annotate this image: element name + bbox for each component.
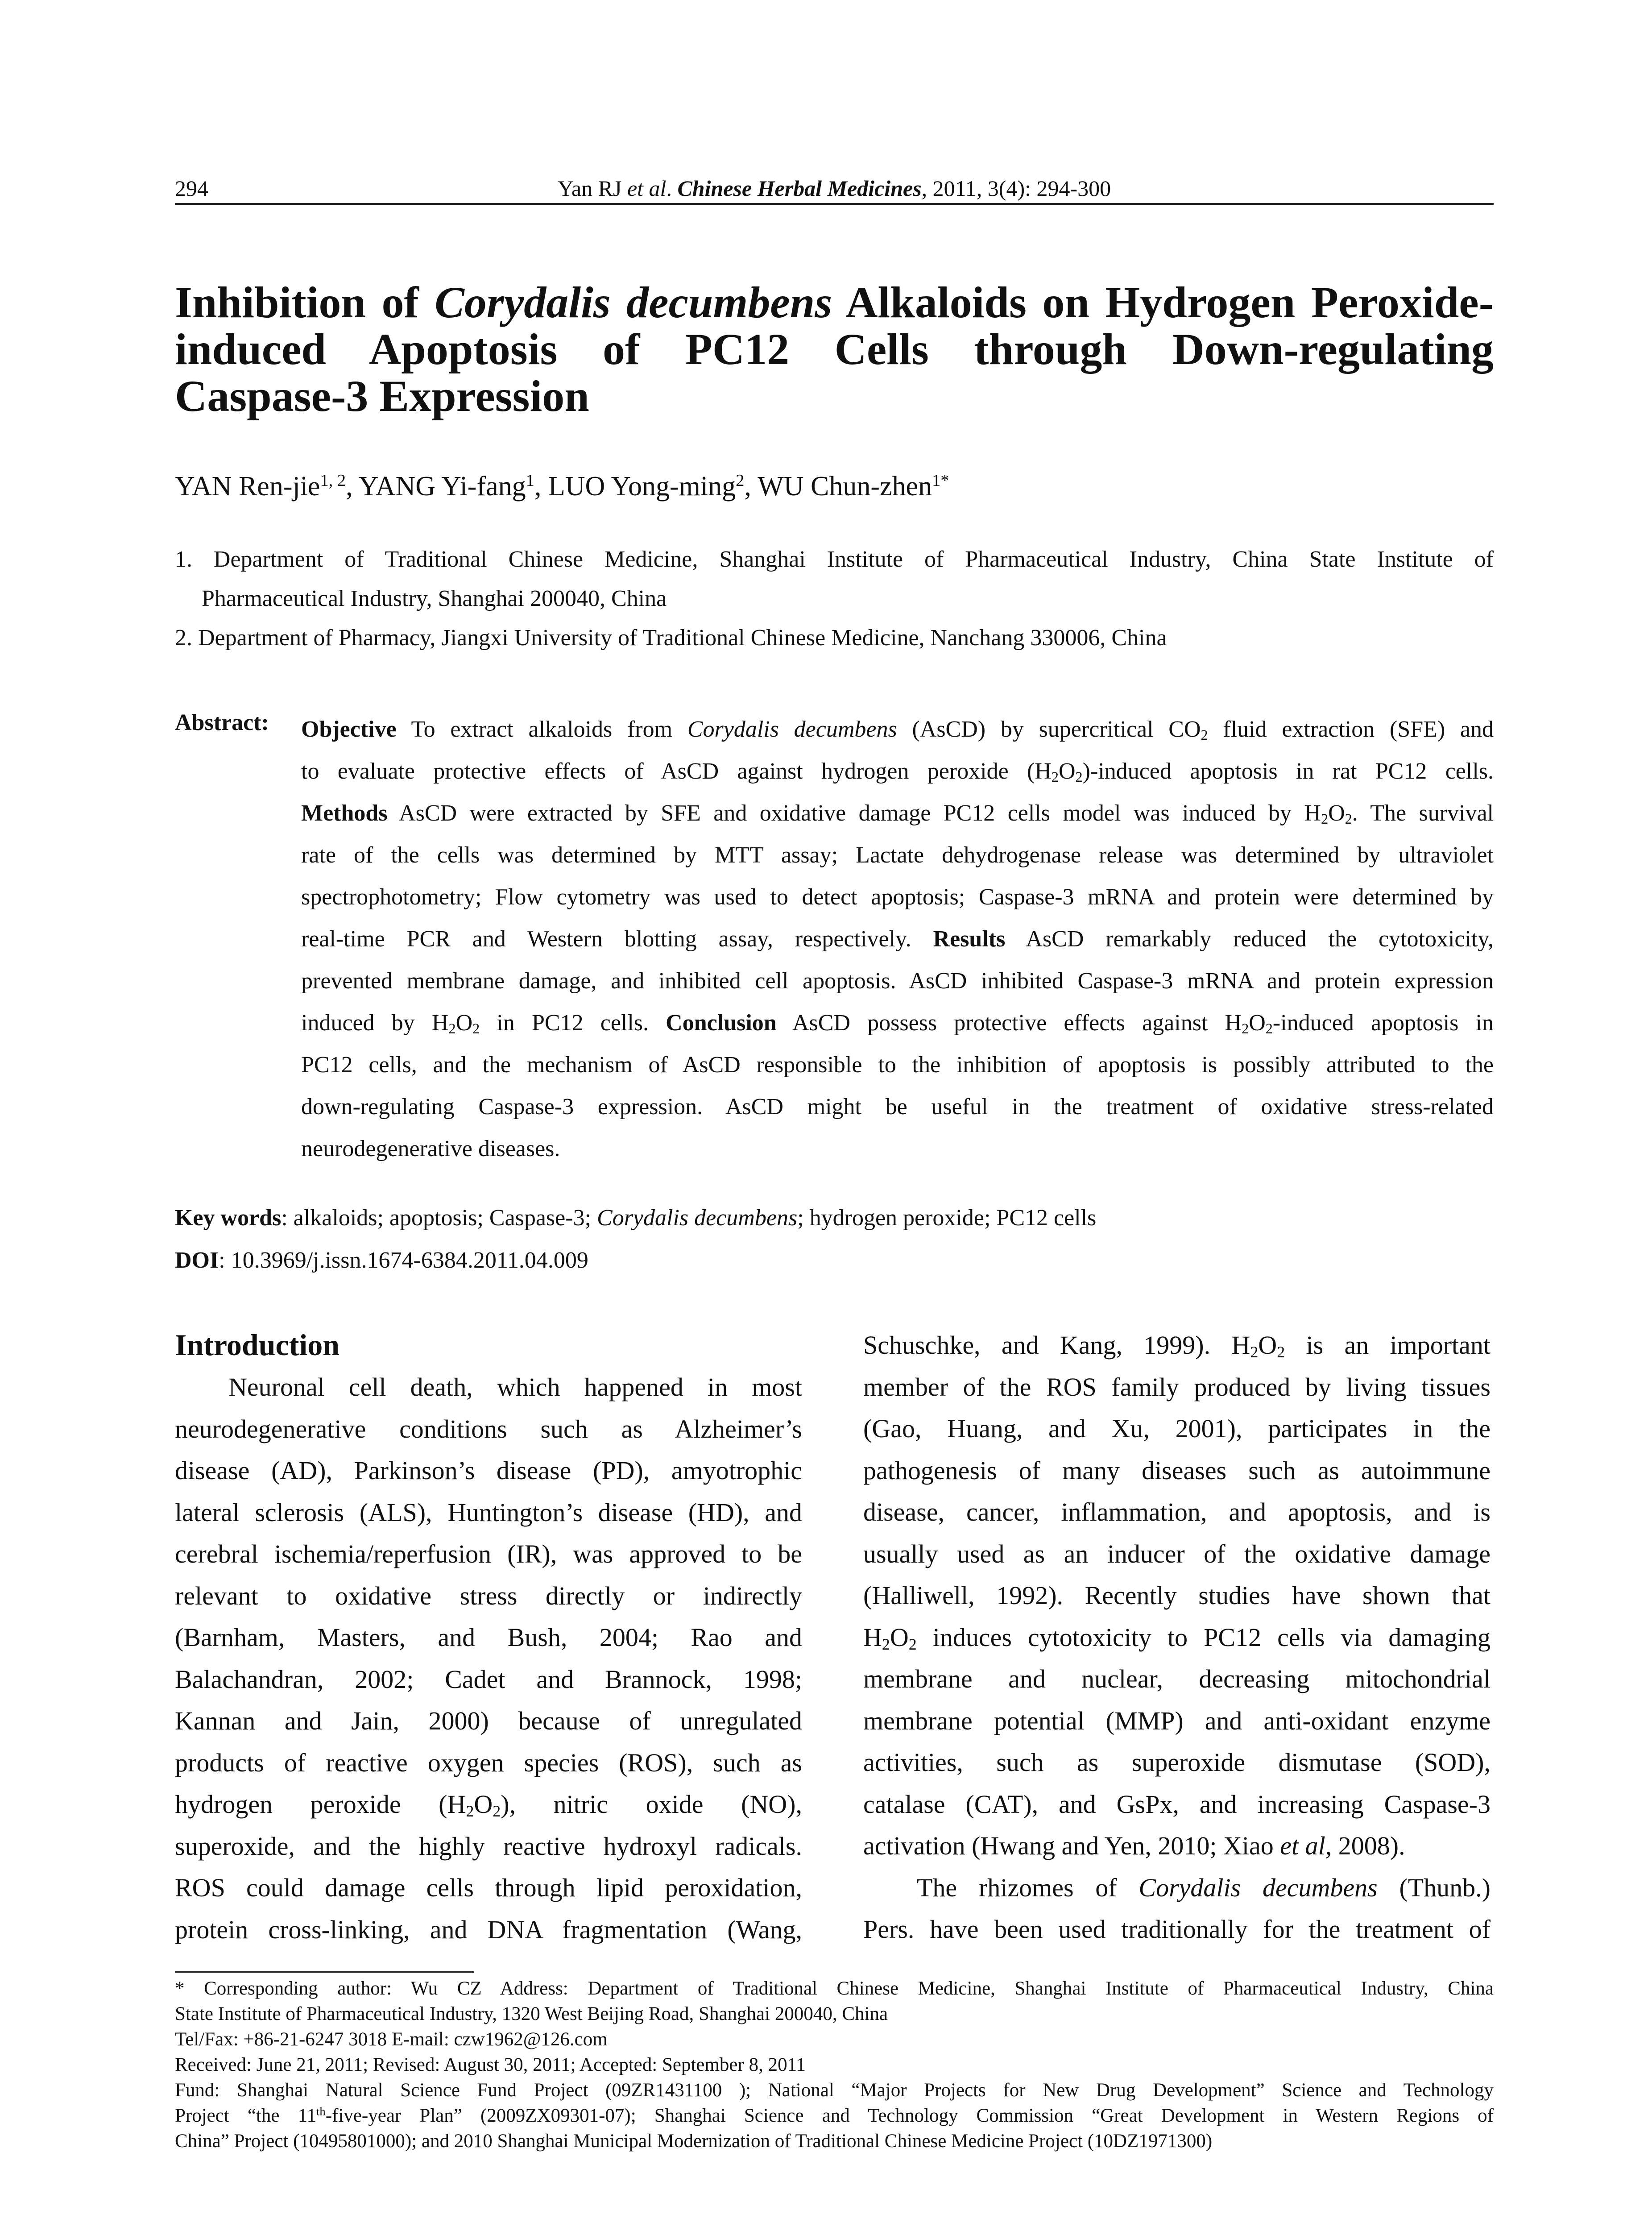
body-line: superoxide, and the highly reactive hydroxyl radicals. [175,1831,802,1861]
journal-citation: Yan RJ et al. Chinese Herbal Medicines, 2011, 3(4): 294-300 [557,176,1111,201]
doi-value: : 10.3969/j.issn.1674-6384.2011.04.009 [219,1248,588,1273]
abstract-body [301,709,1494,1170]
body-line: Pers. have been used traditionally for the treatment of [863,1915,1491,1944]
author-affiliation-mark: 2 [736,471,745,490]
body-line: member of the ROS family produced by living tissues [863,1372,1491,1402]
abstract-line: neurodegenerative diseases. [301,1136,560,1161]
author-affiliation-mark: 1, 2 [320,471,346,490]
conclusion-label: Conclusion [666,1010,777,1036]
body-line: (Gao, Huang, and Xu, 2001), participates in the [863,1414,1491,1443]
body-line: relevant to oxidative stress directly or indirectly [175,1581,802,1610]
abstract-label: Abstract: [175,710,269,735]
author-affiliation-mark: 1 [526,471,534,490]
doi-label: DOI [175,1248,219,1273]
author-list: YAN Ren-jie$^{1, 2}$, YANG Yi-fang$^1$, LUO Yong-ming$^2$, WU Chun-zhen$^{1*}$ [175,471,949,502]
corresponding-address: State Institute of Pharmaceutical Industry, 1320 West Beijing Road, Shanghai 200040, China [175,2003,888,2024]
body-line: (Halliwell, 1992). Recently studies have shown that [863,1581,1491,1610]
body-line: ROS could damage cells through lipid peroxidation, [175,1873,802,1902]
body-line: membrane and nuclear, decreasing mitochondrial [863,1664,1491,1693]
body-line: Kannan and Jain, 2000) because of unregulated [175,1706,802,1735]
keywords: Key words: alkaloids; apoptosis; Caspase-3; Corydalis decumbens; hydrogen peroxide; PC12 cells [175,1205,1097,1231]
running-header [175,175,1494,205]
results-label: Results [933,926,1006,952]
abstract-line: Objective To extract alkaloids from Corydalis decumbens (AsCD) by supercritical $CO_2$ fluid extraction (SFE) and [301,717,1494,743]
fund-line: Project “the 11th-five-year Plan” (2009ZX09301-07); Shanghai Science and Technology Commission “Great Development in Western Regions of [175,2104,1494,2126]
footnote-divider [175,1971,474,1973]
body-line: neurodegenerative conditions such as Alzheimer’s [175,1414,802,1443]
abstract-line: down-regulating Caspase-3 expression. AsCD might be useful in the treatment of oxidative stress-related [301,1094,1494,1120]
author-name: LUO Yong-ming [548,471,736,502]
author-name: YANG Yi-fang [358,471,526,502]
body-line: hydrogen peroxide $(H_2O_2)$, nitric oxide (NO), [175,1790,802,1820]
body-line: membrane potential (MMP) and anti-oxidant enzyme [863,1706,1491,1735]
body-line: disease (AD), Parkinson’s disease (PD), amyotrophic [175,1456,802,1485]
objective-label: Objective [301,717,397,742]
title-line-3: Caspase-3 Expression [175,371,589,421]
body-line: products of reactive oxygen species (ROS), such as [175,1748,802,1777]
body-line: disease, cancer, inflammation, and apoptosis, and is [863,1497,1491,1526]
title-line-2: induced Apoptosis of PC12 Cells through Down-regulating [175,324,1494,374]
abstract-line: induced by $H_2O_2$ in PC12 cells. Conclusion AsCD possess protective effects against $H_2O_2$-induced apoptosis in [301,1010,1494,1037]
article-title [175,279,1494,419]
body-line: activities, such as superoxide dismutase (SOD), [863,1748,1491,1777]
received-dates: Received: June 21, 2011; Revised: August 30, 2011; Accepted: September 8, 2011 [175,2054,806,2075]
body-line: catalase (CAT), and GsPx, and increasing Caspase-3 [863,1789,1491,1819]
body-line: lateral sclerosis (ALS), Huntington’s disease (HD), and [175,1497,802,1527]
title-line-1: Inhibition of Corydalis decumbens Alkaloids on Hydrogen Peroxide- [175,278,1494,327]
page-number: 294 [175,176,208,201]
affiliations [175,540,1494,658]
author-affiliation-mark: 1* [932,471,949,490]
methods-label: Methods [301,800,388,826]
affiliation-1-line-2: Pharmaceutical Industry, Shanghai 200040, China [202,586,667,611]
abstract-line: real-time PCR and Western blotting assay, respectively. Results AsCD remarkably reduced the cytotoxicity, [301,926,1494,952]
body-line: $H_2O_2$ induces cytotoxicity to PC12 cells via damaging [863,1622,1491,1653]
fund-line: Fund: Shanghai Natural Science Fund Project (09ZR1431100 ); National “Major Projects for New Drug Development” Science and Technology [175,2080,1494,2101]
abstract-line: prevented membrane damage, and inhibited cell apoptosis. AsCD inhibited Caspase-3 mRNA and protein expression [301,968,1494,994]
affiliation-2: 2. Department of Pharmacy, Jiangxi University of Traditional Chinese Medicine, Nanchang 330006, China [175,625,1167,651]
abstract-line: PC12 cells, and the mechanism of AsCD responsible to the inhibition of apoptosis is possibly attributed to the [301,1052,1494,1078]
body-line: cerebral ischemia/reperfusion (IR), was approved to be [175,1539,802,1568]
abstract-line: spectrophotometry; Flow cytometry was used to detect apoptosis; Caspase-3 mRNA and protein were determined by [301,884,1494,910]
journal-name: Chinese Herbal Medicines [677,176,922,201]
body-line: protein cross-linking, and DNA fragmentation (Wang, [175,1915,802,1944]
body-line: (Barnham, Masters, and Bush, 2004; Rao and [175,1623,802,1652]
body-column-left [175,1366,802,1950]
affiliation-1-line-1: 1. Department of Traditional Chinese Medicine, Shanghai Institute of Pharmaceutical Industry, China State Institute of [175,547,1494,572]
abstract-line: Methods AsCD were extracted by SFE and oxidative damage PC12 cells model was induced by $H_2O_2$. The survival [301,800,1494,827]
abstract-line: rate of the cells was determined by MTT assay; Lactate dehydrogenase release was determined by ultraviolet [301,842,1494,868]
fund-line: China” Project (10495801000); and 2010 Shanghai Municipal Modernization of Traditional Chinese Medicine Project (10DZ1971300) [175,2131,1213,2152]
body-line: pathogenesis of many diseases such as autoimmune [863,1456,1491,1485]
section-heading-introduction: Introduction [175,1328,340,1362]
body-column-right [863,1324,1491,1950]
corresponding-author: * Corresponding author: Wu CZ Address: Department of Traditional Chinese Medicine, Shanghai Institute of Pharmaceutical Industry, China [175,1978,1494,1999]
keywords-label: Key words [175,1205,282,1231]
doi [175,1247,588,1273]
body-line: Balachandran, 2002; Cadet and Brannock, 1998; [175,1664,802,1694]
footnotes [175,1976,1494,2154]
body-line: The rhizomes of Corydalis decumbens (Thunb.) [917,1873,1491,1902]
author-name: WU Chun-zhen [758,471,932,502]
author-name: YAN Ren-jie [175,471,320,502]
body-line: Schuschke, and Kang, 1999). $H_2O_2$ is an important [863,1331,1491,1361]
body-line: activation (Hwang and Yen, 2010; Xiao et al, 2008). [863,1831,1405,1860]
contact-info: Tel/Fax: +86-21-6247 3018 E-mail: czw1962@126.com [175,2029,608,2050]
body-line: Neuronal cell death, which happened in most [228,1373,802,1402]
abstract-line: to evaluate protective effects of AsCD against hydrogen peroxide $(H_2O_2)$-induced apoptosis in rat PC12 cells. [301,759,1494,785]
body-line: usually used as an inducer of the oxidative damage [863,1539,1491,1568]
